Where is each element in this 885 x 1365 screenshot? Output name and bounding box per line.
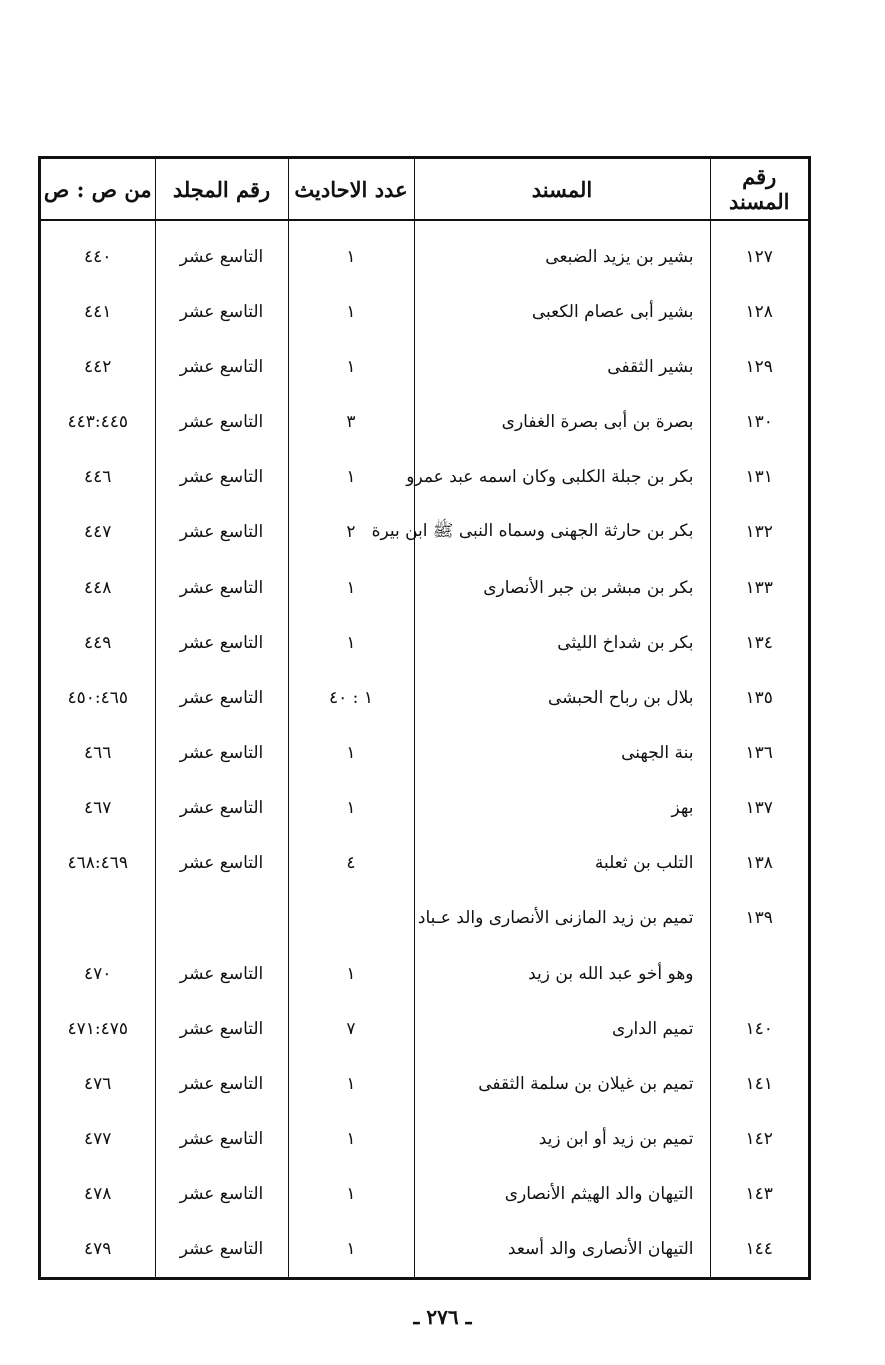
table-row: [41, 450, 808, 505]
table-spacer-row: [41, 220, 808, 229]
cell-musnad-no: ١٤١: [710, 1056, 808, 1111]
cell-musnad-name: تميم بن غيلان بن سلمة الثقفى: [414, 1056, 710, 1111]
table-row: [41, 395, 808, 450]
cell-volume: التاسع عشر: [155, 505, 288, 560]
header-hadith-count: عدد الاحاديث: [288, 159, 414, 220]
cell-pages: ٤٤٣:٤٤٥: [67, 412, 128, 433]
cell-hadith-count: ١: [288, 229, 414, 284]
cell-musnad-no: ١٣٩: [710, 891, 808, 946]
cell-pages: ٤٧٨: [84, 1184, 112, 1205]
cell-hadith-count: ١: [288, 946, 414, 1001]
cell-hadith-count: ٧: [288, 1001, 414, 1056]
header-pages: من ص : ص: [41, 159, 155, 220]
cell-musnad-name: بشير الثقفى: [414, 339, 710, 394]
cell-musnad-name: وهو أخو عبد الله بن زيد: [414, 946, 710, 1001]
cell-volume: التاسع عشر: [155, 229, 288, 284]
table-row: [41, 946, 808, 1001]
cell-musnad-name: التلب بن ثعلبة: [414, 836, 710, 891]
cell-musnad-no: ١٤٤: [710, 1222, 808, 1277]
cell-musnad-no: ١٣٤: [710, 615, 808, 670]
cell-pages: ٤٤٧: [84, 522, 112, 543]
cell-pages: [41, 891, 155, 946]
table-body: [41, 220, 808, 1277]
cell-volume: التاسع عشر: [155, 781, 288, 836]
cell-pages: ٤٦٨:٤٦٩: [67, 853, 128, 874]
cell-volume: التاسع عشر: [155, 560, 288, 615]
table-row: [41, 670, 808, 725]
table-header-row: [41, 159, 808, 220]
cell-musnad-name: بهز: [414, 781, 710, 836]
cell-hadith-count: ١: [288, 1111, 414, 1166]
cell-musnad-name: بكر بن حارثة الجهنى وسماه النبى ﷺ ابن بيرة: [414, 505, 710, 560]
cell-musnad-name: بصرة بن أبى بصرة الغفارى: [414, 395, 710, 450]
cell-pages: ٤٧١:٤٧٥: [67, 1018, 128, 1039]
cell-pages: ٤٧٧: [84, 1129, 112, 1149]
table-row: [41, 560, 808, 615]
cell-musnad-name: تميم بن زيد المازنى الأنصارى والد عـباد: [414, 891, 710, 946]
cell-musnad-no: ١٤٢: [710, 1111, 808, 1166]
cell-pages: ٤٦٦: [84, 743, 112, 764]
table-row: [41, 1056, 808, 1111]
cell-musnad-no: ١٣٨: [710, 836, 808, 891]
table-row: [41, 339, 808, 394]
cell-volume: التاسع عشر: [155, 339, 288, 394]
cell-volume: التاسع عشر: [155, 450, 288, 505]
cell-musnad-no: ١٢٧: [710, 229, 808, 284]
table-row: [41, 1167, 808, 1222]
cell-musnad-no: ١٤٣: [710, 1167, 808, 1222]
cell-hadith-count: ١ : ٤٠: [288, 670, 414, 725]
cell-musnad-name: بلال بن رباح الحبشى: [414, 670, 710, 725]
table-row: [41, 725, 808, 780]
cell-hadith-count: ١: [288, 781, 414, 836]
cell-musnad-no: [710, 946, 808, 1001]
table-row: [41, 891, 808, 946]
cell-pages: ٤٤٢: [84, 357, 112, 378]
header-musnad: المسند: [414, 159, 710, 220]
cell-musnad-no: ١٢٨: [710, 284, 808, 339]
cell-hadith-count: ١: [288, 1167, 414, 1222]
cell-pages: ٤٥٠:٤٦٥: [67, 687, 128, 708]
page-number: ـ ٢٧٦ ـ: [413, 1305, 472, 1329]
cell-hadith-count: ١: [288, 615, 414, 670]
table-row: [41, 615, 808, 670]
cell-musnad-no: ١٣٠: [710, 395, 808, 450]
table-row: [41, 1001, 808, 1056]
cell-volume: التاسع عشر: [155, 1001, 288, 1056]
cell-pages: ٤٧٠: [84, 963, 112, 984]
cell-volume: التاسع عشر: [155, 946, 288, 1001]
cell-pages: ٤٤٦: [84, 467, 112, 488]
cell-musnad-name: التيهان والد الهيثم الأنصارى: [414, 1167, 710, 1222]
cell-hadith-count: ١: [288, 560, 414, 615]
header-volume: رقم المجلد: [155, 159, 288, 220]
cell-musnad-no: ١٣٧: [710, 781, 808, 836]
table-row: [41, 284, 808, 339]
table-row: [41, 781, 808, 836]
table-row: [41, 1111, 808, 1166]
cell-musnad-name: بكر بن مبشر بن جبر الأنصارى: [414, 560, 710, 615]
cell-hadith-count: ٣: [288, 395, 414, 450]
cell-pages: ٤٧٦: [84, 1073, 112, 1094]
header-musnad-no: رقم المسند: [710, 159, 808, 220]
cell-hadith-count: ١: [288, 284, 414, 339]
cell-volume: التاسع عشر: [155, 836, 288, 891]
table-row: [41, 229, 808, 284]
cell-pages: ٤٤٠: [84, 246, 112, 267]
cell-musnad-no: ١٣١: [710, 450, 808, 505]
cell-volume: التاسع عشر: [155, 725, 288, 780]
cell-hadith-count: ١: [288, 1222, 414, 1277]
cell-volume: التاسع عشر: [155, 1056, 288, 1111]
table-row: [41, 505, 808, 560]
cell-musnad-no: ١٣٦: [710, 725, 808, 780]
cell-musnad-no: ١٢٩: [710, 339, 808, 394]
cell-musnad-name: بكر بن جبلة الكلبى وكان اسمه عبد عمرو: [414, 450, 710, 505]
cell-pages: ٤٤٩: [84, 632, 112, 653]
cell-volume: التاسع عشر: [155, 670, 288, 725]
cell-musnad-no: ١٣٢: [710, 505, 808, 560]
cell-volume: التاسع عشر: [155, 1167, 288, 1222]
cell-musnad-name: تميم الدارى: [414, 1001, 710, 1056]
cell-musnad-name: التيهان الأنصارى والد أسعد: [414, 1222, 710, 1277]
cell-volume: التاسع عشر: [155, 1222, 288, 1277]
cell-volume: التاسع عشر: [155, 284, 288, 339]
cell-musnad-name: بنة الجهنى: [414, 725, 710, 780]
cell-hadith-count: [288, 891, 414, 946]
cell-hadith-count: ٤: [288, 836, 414, 891]
cell-hadith-count: ٢: [288, 505, 414, 560]
cell-hadith-count: ١: [288, 339, 414, 394]
musnad-index-table: [41, 159, 808, 1277]
cell-musnad-no: ١٣٥: [710, 670, 808, 725]
cell-hadith-count: ١: [288, 1056, 414, 1111]
table-row: [41, 836, 808, 891]
cell-musnad-name: تميم بن زيد أو ابن زيد: [414, 1111, 710, 1166]
cell-pages: ٤٦٧: [84, 798, 112, 819]
cell-hadith-count: ١: [288, 450, 414, 505]
cell-volume: [155, 891, 288, 946]
cell-musnad-name: بكر بن شداخ الليثى: [414, 615, 710, 670]
cell-pages: ٤٤٨: [84, 577, 112, 598]
cell-pages: ٤٤١: [84, 301, 112, 322]
cell-musnad-name: بشير بن يزيد الضبعى: [414, 229, 710, 284]
cell-volume: التاسع عشر: [155, 395, 288, 450]
cell-volume: التاسع عشر: [155, 615, 288, 670]
cell-musnad-name: بشير أبى عصام الكعبى: [414, 284, 710, 339]
cell-musnad-no: ١٣٣: [710, 560, 808, 615]
cell-volume: التاسع عشر: [155, 1111, 288, 1166]
index-table-frame: [38, 156, 811, 1280]
cell-hadith-count: ١: [288, 725, 414, 780]
table-row: [41, 1222, 808, 1277]
cell-pages: ٤٧٩: [84, 1239, 112, 1260]
cell-musnad-no: ١٤٠: [710, 1001, 808, 1056]
